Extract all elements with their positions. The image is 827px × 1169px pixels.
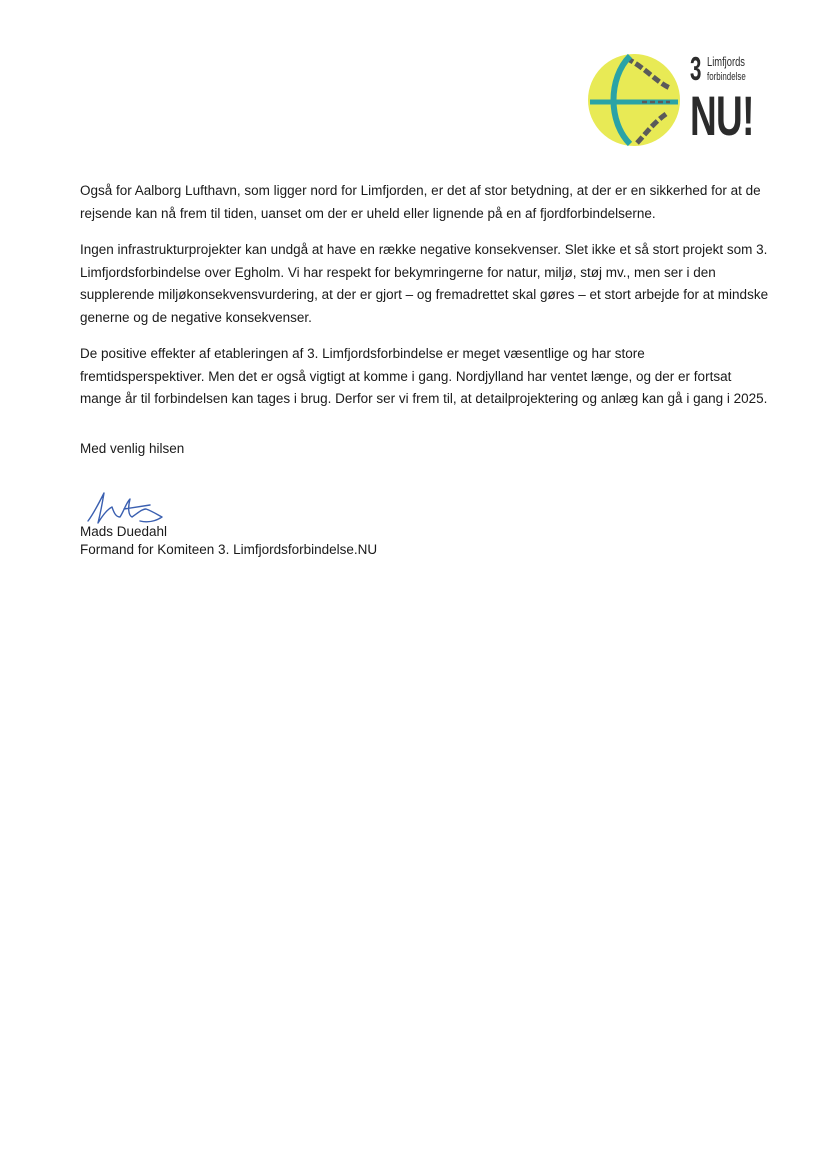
logo-line-2: forbindelse: [707, 71, 746, 83]
paragraph-consequences: Ingen infrastrukturprojekter kan undgå at have en række negative konsekvenser. Slet ikke et så stort projekt som 3. Limfjordsforbindelse over Egholm. Vi har respekt for bekymringerne for natur, miljø, støj mv., men ser i den supplerende miljøkonsekvensvurdering, at der er gjort – og fremadrettet skal gøres – et stort arbejde for at mindske generne og de negative konsekvenser.: [80, 242, 769, 325]
bridge-logo-icon: [586, 52, 682, 148]
signature-stroke: [88, 493, 162, 523]
signer-block: [80, 523, 377, 559]
logo-nu: NU!: [690, 84, 754, 147]
organization-logo: [586, 50, 766, 150]
closing-greeting: Med venlig hilsen: [80, 441, 185, 456]
logo-wordmark: [690, 50, 766, 150]
letter-body: [80, 180, 770, 425]
signer-name: Mads Duedahl: [80, 524, 168, 539]
paragraph-airport: Også for Aalborg Lufthavn, som ligger nord for Limfjorden, er det af stor betydning, at der er en sikkerhed for at de rejsende kan nå frem til tiden, uanset om der er uheld eller lignende på en af fjordforbindelserne.: [80, 183, 761, 221]
signer-title: Formand for Komiteen 3. Limfjordsforbindelse.NU: [80, 542, 378, 557]
paragraph-effects: De positive effekter af etableringen af 3. Limfjordsforbindelse er meget væsentlige og har store fremtidsperspektiver. Men det er også vigtigt at komme i gang. Nordjylland har ventet længe, og der er fortsat mange år til forbindelsen kan tages i brug. Derfor ser vi frem til, at detailprojektering og anlæg kan gå i gang i 2025.: [80, 346, 768, 406]
logo-number: 3: [690, 50, 702, 87]
logo-line-1: Limfjords: [707, 54, 745, 69]
